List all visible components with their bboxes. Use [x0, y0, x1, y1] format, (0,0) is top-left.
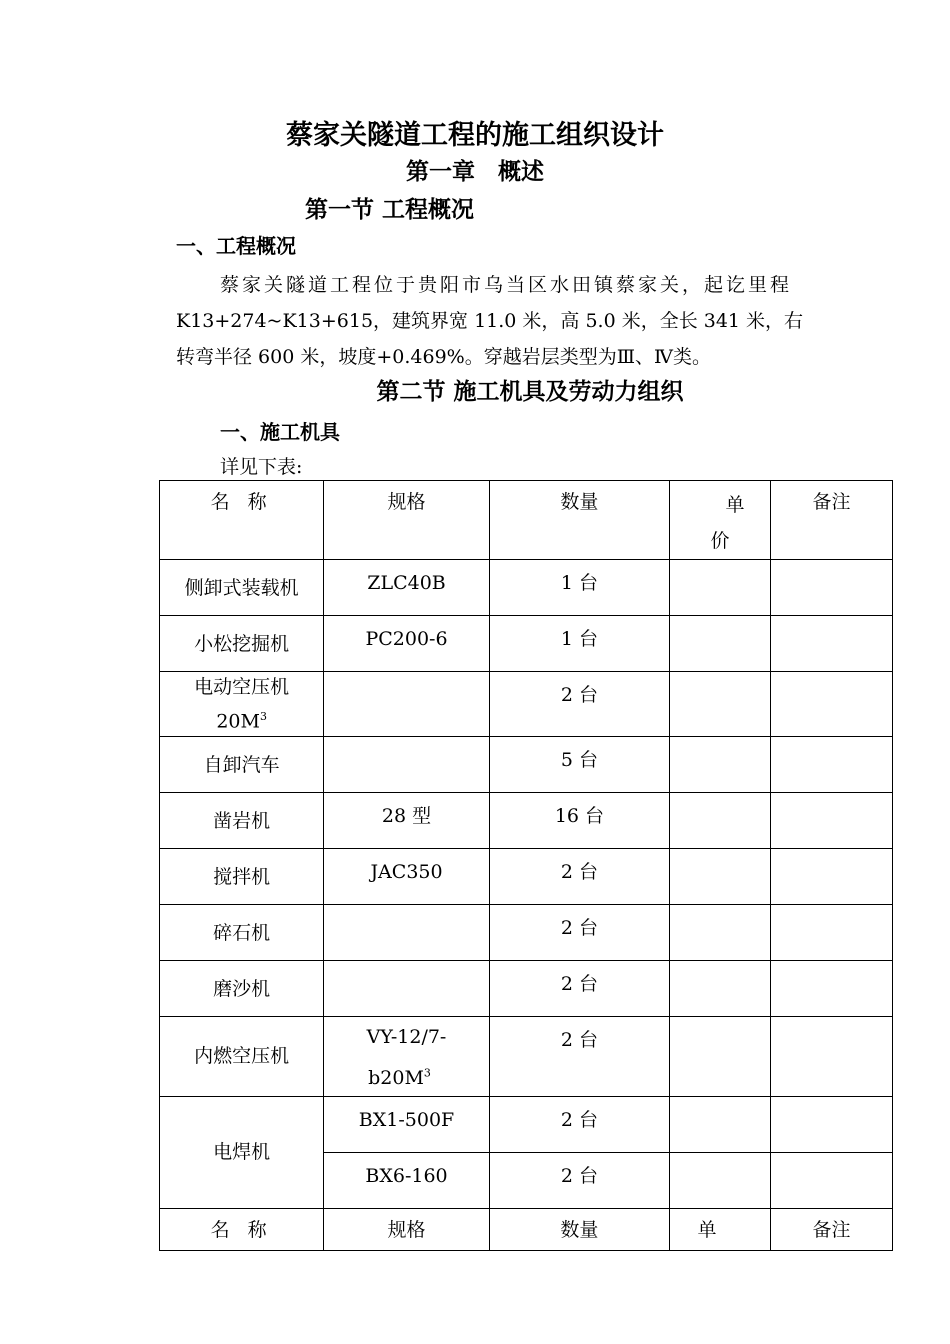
cell-spec: BX1-500F	[324, 1096, 489, 1152]
cell-spec: JAC350	[324, 849, 489, 905]
cell-qty: 16 台	[489, 793, 669, 849]
table-row	[160, 793, 893, 849]
header-remarks: 备注	[770, 1208, 892, 1250]
cell-price	[670, 905, 771, 961]
overview-paragraph	[176, 267, 836, 375]
table-header-row	[160, 481, 893, 560]
cell-spec: VY-12/7- $b20M^3$	[324, 1017, 489, 1096]
table-row	[160, 1017, 893, 1096]
cell-name: 凿岩机	[160, 793, 324, 849]
paragraph-line: K13+274~K13+615，建筑界宽 11.0 米，高 5.0 米，全长 341 米，右	[176, 310, 804, 332]
cell-name: 小松挖掘机	[160, 616, 324, 672]
cell-qty: 1 台	[489, 616, 669, 672]
cell-price	[670, 793, 771, 849]
subheading-overview: 一、工程概况	[176, 234, 296, 258]
cell-name: 电焊机	[160, 1096, 324, 1208]
cell-qty: 2 台	[489, 961, 669, 1017]
cell-name: 侧卸式装载机	[160, 560, 324, 616]
table-header-row-repeat	[160, 1208, 893, 1250]
cell-price	[670, 849, 771, 905]
cell-qty: 2 台	[489, 849, 669, 905]
header-spec: 规格	[324, 1208, 489, 1250]
cell-price	[670, 737, 771, 793]
cell-qty: 2 台	[489, 672, 669, 737]
section-heading-2: 第二节 施工机具及劳动力组织	[376, 378, 684, 405]
cell-name: 电动空压机 $20M^3$	[160, 672, 324, 737]
table-row	[160, 961, 893, 1017]
cell-name: 搅拌机	[160, 849, 324, 905]
cell-price	[670, 1152, 771, 1208]
paragraph-line: 蔡家关隧道工程位于贵阳市乌当区水田镇蔡家关，起讫里程	[220, 274, 793, 296]
table-row	[160, 560, 893, 616]
cell-price	[670, 560, 771, 616]
cell-spec	[324, 905, 489, 961]
header-qty: 数量	[489, 1208, 669, 1250]
cell-spec: ZLC40B	[324, 560, 489, 616]
cell-remarks	[770, 793, 892, 849]
cell-spec: PC200-6	[324, 616, 489, 672]
cell-qty: 5 台	[489, 737, 669, 793]
cell-qty: 2 台	[489, 905, 669, 961]
cell-remarks	[770, 1096, 892, 1152]
cell-remarks	[770, 1017, 892, 1096]
chapter-heading: 第一章 概述	[406, 158, 544, 185]
cell-remarks	[770, 616, 892, 672]
cell-remarks	[770, 560, 892, 616]
header-unit-price: 单 价	[670, 481, 771, 560]
cell-remarks	[770, 905, 892, 961]
table-row	[160, 737, 893, 793]
cell-name: 内燃空压机	[160, 1017, 324, 1096]
header-spec: 规格	[324, 481, 489, 560]
cell-remarks	[770, 737, 892, 793]
cell-name: 磨沙机	[160, 961, 324, 1017]
cell-qty: 2 台	[489, 1152, 669, 1208]
table-row	[160, 1096, 893, 1152]
section-heading-1: 第一节 工程概况	[305, 196, 475, 223]
cell-remarks	[770, 961, 892, 1017]
cell-qty: 2 台	[489, 1096, 669, 1152]
cell-price	[670, 1096, 771, 1152]
cell-qty: 1 台	[489, 560, 669, 616]
cell-qty: 2 台	[489, 1017, 669, 1096]
header-qty: 数量	[489, 481, 669, 560]
cell-spec: BX6-160	[324, 1152, 489, 1208]
cell-name: 碎石机	[160, 905, 324, 961]
equipment-table	[159, 480, 893, 1251]
cell-price	[670, 672, 771, 737]
cell-name: 自卸汽车	[160, 737, 324, 793]
table-row	[160, 849, 893, 905]
cell-spec	[324, 961, 489, 1017]
cell-price	[670, 961, 771, 1017]
table-note: 详见下表:	[220, 456, 303, 478]
cell-price	[670, 1017, 771, 1096]
table-row	[160, 672, 893, 737]
document-title: 蔡家关隧道工程的施工组织设计	[286, 120, 664, 151]
header-name: 名 称	[160, 481, 324, 560]
cell-price	[670, 616, 771, 672]
cell-remarks	[770, 849, 892, 905]
cell-remarks	[770, 672, 892, 737]
header-unit-price: 单	[670, 1208, 771, 1250]
table-row	[160, 616, 893, 672]
cell-spec	[324, 737, 489, 793]
cell-spec: 28 型	[324, 793, 489, 849]
cell-remarks	[770, 1152, 892, 1208]
subheading-equipment: 一、施工机具	[220, 420, 340, 444]
header-name: 名 称	[160, 1208, 324, 1250]
cell-spec	[324, 672, 489, 737]
header-remarks: 备注	[770, 481, 892, 560]
table-row	[160, 905, 893, 961]
paragraph-line: 转弯半径 600 米，坡度+0.469%。穿越岩层类型为Ⅲ、Ⅳ类。	[176, 346, 712, 368]
